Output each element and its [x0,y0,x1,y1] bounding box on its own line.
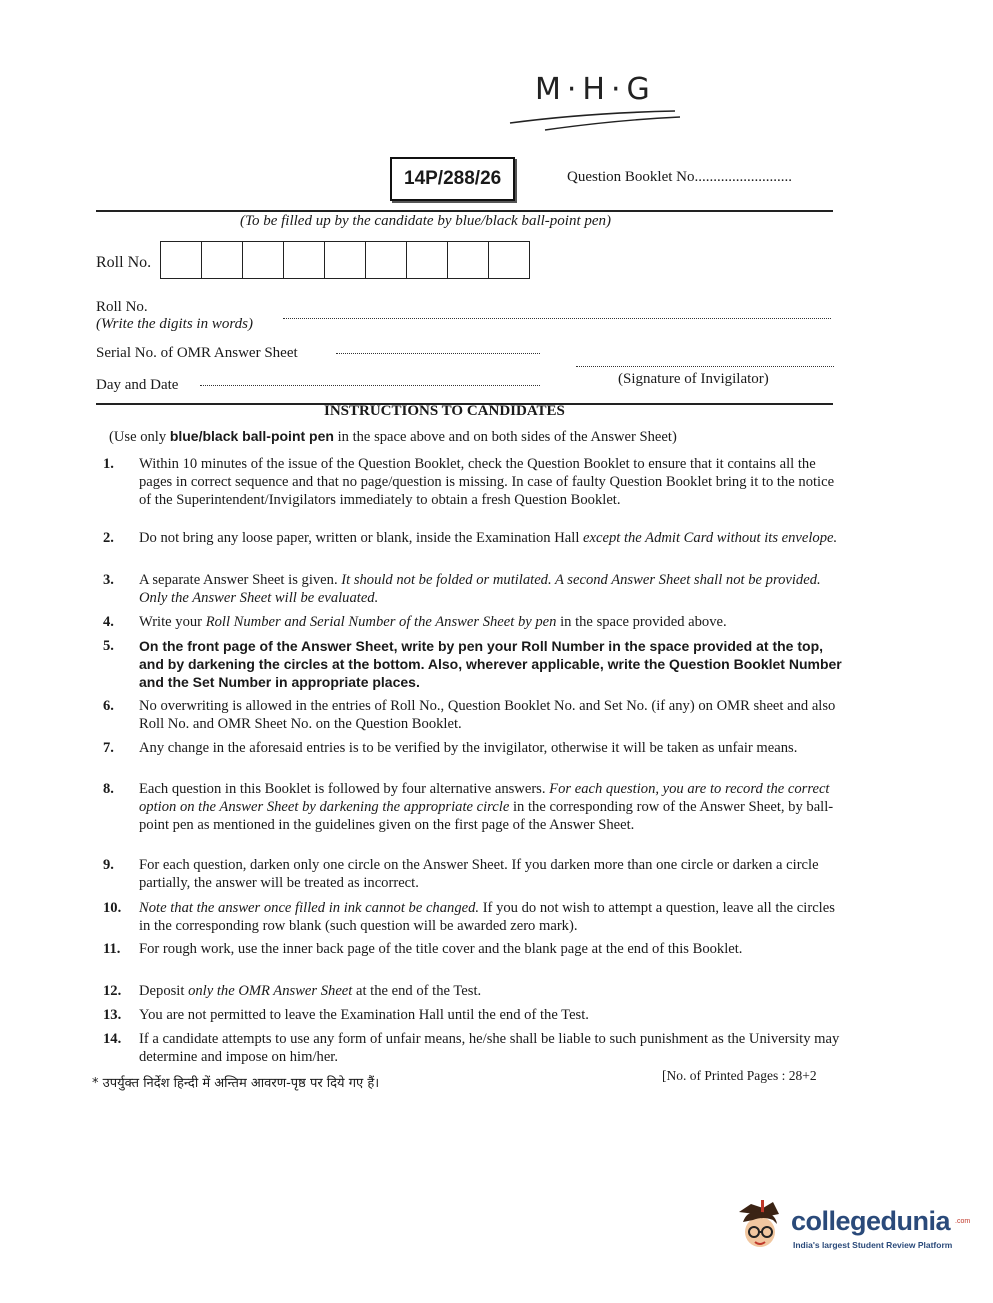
omr-serial-line[interactable] [336,353,540,354]
item-text: For rough work, use the inner back page of the title cover and the blank page at the end of this Booklet. [139,941,743,957]
item-text-end: at the end of the Test. [352,983,482,999]
item-text: Do not bring any loose paper, written or blank, inside the Examination Hall [139,530,584,546]
item-text: A separate Answer Sheet is given. [139,572,342,588]
instruction-item [103,856,843,892]
day-date-label: Day and Date [96,377,179,393]
item-text: Deposit [139,983,189,999]
roll-no-cell[interactable] [284,242,325,278]
item-text: You are not permitted to leave the Examination Hall until the end of the Test. [139,1007,589,1023]
roll-no-cell[interactable] [161,242,202,278]
logo-name: collegedunia [791,1206,951,1236]
item-number: 2. [103,530,114,546]
item-number: 7. [103,740,114,756]
signature-label: (Signature of Invigilator) [618,371,769,387]
printed-pages: [No. of Printed Pages : 28+2 [662,1068,817,1083]
item-number: 4. [103,614,114,630]
roll-no-label: Roll No. [96,254,152,271]
item-number: 1. [103,456,114,472]
student-mascot-icon [733,1198,787,1256]
collegedunia-logo [733,1198,971,1258]
top-rule [96,210,833,212]
instruction-item [103,982,843,1000]
fill-note: (To be filled up by the candidate by blue/black ball-point pen) [240,213,612,229]
logo-dotcom: .com [955,1218,971,1225]
instruction-item [103,1006,843,1024]
item-text: Write your [139,614,206,630]
instruction-item [103,697,843,733]
item-text-italic: For each question, you are to record the correct option on the Answer Sheet by darkening the appropriate circle [139,781,830,815]
item-number: 5. [103,638,114,654]
item-number: 13. [103,1007,122,1023]
instructions-title: INSTRUCTIONS TO CANDIDATES [324,403,565,419]
intro-bold-text: blue/black ball-point pen [169,428,334,444]
item-text-italic: Roll Number and Serial Number of the Answer Sheet by pen [205,614,557,630]
hindi-note: * उपर्युक्त निर्देश हिन्दी में अन्तिम आवरण-पृष्ठ पर दिये गए हैं। [92,1076,380,1091]
roll-no-cell[interactable] [243,242,284,278]
intro-text: (Use only [109,429,170,445]
instruction-item [103,739,843,757]
item-text: For each question, darken only one circle on the Answer Sheet. If you darken more than one circle or darken a circle partially, the answer will be treated as incorrect. [139,857,819,891]
item-number: 6. [103,698,114,714]
item-text-end: in the corresponding row of the Answer Sheet, by ball-point pen as mentioned in the guidelines given on the first page of the Answer Sheet. [139,799,834,833]
logo-tagline: India's largest Student Review Platform [793,1240,953,1250]
instruction-item [103,571,843,607]
instruction-item [103,637,843,691]
item-text-italic: except the Admit Card without its envelope. [583,530,838,546]
roll-no-cell[interactable] [202,242,243,278]
roll-no-words-line[interactable] [283,318,831,319]
item-text: Each question in this Booklet is followed by four alternative answers. [139,781,550,797]
item-text: Any change in the aforesaid entries is to be verified by the invigilator, otherwise it will be taken as unfair means. [139,740,798,756]
question-booklet-no: Question Booklet No.......................... [567,169,792,185]
item-text-italic: Note that the answer once filled in ink cannot be changed. [139,900,480,916]
item-number: 10. [103,900,122,916]
signature-line[interactable] [576,366,834,367]
paper-code: 14P/288/26 [390,157,515,201]
item-text-end: If you do not wish to attempt a question, leave all the circles in the corresponding row blank (such question will be awarded zero mark). [139,900,835,934]
item-number: 8. [103,781,114,797]
instruction-item [103,455,843,509]
instruction-item [103,1030,843,1066]
item-text-italic: It should not be folded or mutilated. A second Answer Sheet shall not be provided. Only the Answer Sheet will be evaluated. [139,572,821,606]
item-text: If a candidate attempts to use any form of unfair means, he/she shall be liable to such punishment as the University may determine and impose on him/her. [139,1031,840,1065]
instruction-item [103,940,843,958]
roll-no-cell[interactable] [489,242,529,278]
handwritten-note: M·H·G [535,72,656,107]
item-text-bold: On the front page of the Answer Sheet, write by pen your Roll Number in the space provided at the top, and by darkening the circles at the bottom. Also, wherever applicable, write the Question Booklet Number and the Set Number in appropriate places. [139,638,842,690]
instruction-item [103,529,843,547]
roll-no-cell[interactable] [448,242,489,278]
item-text: Within 10 minutes of the issue of the Question Booklet, check the Question Booklet to ensure that it contains all the pages in correct sequence and that no page/question is missing. In case of faulty Question Booklet bring it to the notice of the Superintendent/Invigilators immediately to obtain a fresh Question Booklet. [139,456,835,508]
roll-no-cell[interactable] [407,242,448,278]
instructions-intro [109,428,677,446]
item-number: 3. [103,572,114,588]
instruction-item [103,780,843,834]
item-text-italic: only the OMR Answer Sheet [188,983,353,999]
roll-no-words-label: Roll No. [96,299,148,315]
item-text: No overwriting is allowed in the entries of Roll No., Question Booklet No. and Set No. (if any) on OMR sheet and also Roll No. and OMR Sheet No. on the Question Booklet. [139,698,836,732]
instruction-item [103,899,843,935]
roll-no-cell[interactable] [325,242,366,278]
roll-no-words-hint: (Write the digits in words) [96,316,253,332]
item-text-end: in the space provided above. [556,614,727,630]
handwritten-underline [505,105,685,135]
item-number: 11. [103,941,121,957]
item-number: 9. [103,857,114,873]
intro-text-end: in the space above and on both sides of the Answer Sheet) [333,429,677,445]
roll-no-cell[interactable] [366,242,407,278]
roll-no-boxes[interactable] [160,241,530,279]
omr-serial-label: Serial No. of OMR Answer Sheet [96,345,298,361]
item-number: 14. [103,1031,122,1047]
item-number: 12. [103,983,122,999]
instruction-item [103,613,843,631]
day-date-line[interactable] [200,385,540,386]
